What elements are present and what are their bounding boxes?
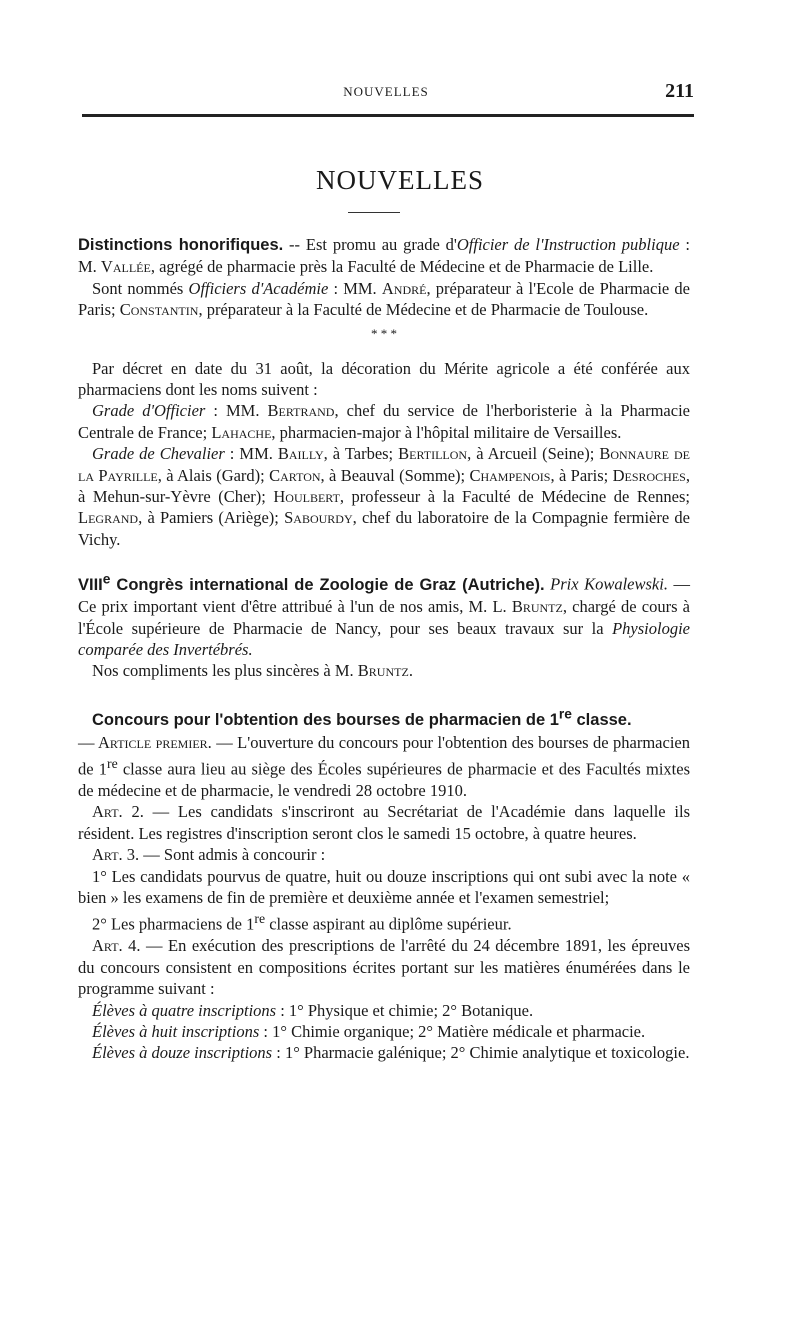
text-span: , chef du service de l'herboristerie à la Pharmacie Centrale de France; [78, 401, 690, 442]
text-span: — L'ouverture du concours pour l'obtention des bourses de pharmacien de 1 [78, 732, 690, 779]
person-name: Bruntz [357, 661, 409, 681]
text-span: . [408, 661, 413, 681]
programme-quatre [78, 1000, 690, 1021]
person-name: Legrand [78, 508, 139, 528]
work-title: Physiologie comparée des Invertébrés. [78, 618, 690, 659]
text-span: : MM. [205, 401, 268, 421]
concours-heading [78, 704, 690, 732]
article-3 [78, 844, 690, 865]
article-4 [78, 935, 690, 999]
programme-huit [78, 1021, 690, 1042]
article-1 [78, 732, 690, 802]
programme-douze [78, 1042, 690, 1063]
text-span: , chargé de cours à l'École supérieure de Pharmacie de Nancy, pour ses beaux travaux sur la [78, 597, 690, 638]
superscript: re [558, 706, 572, 722]
programme-label: Élèves à quatre inscriptions [92, 1000, 277, 1020]
article-3-item-2 [78, 908, 690, 935]
prize-name: Prix Kowalewski. [544, 574, 668, 594]
text-span: Nos compliments les plus sincères à M. [92, 661, 358, 681]
text-span: , à Arcueil (Seine); [467, 444, 600, 464]
running-title: NOUVELLES [343, 84, 429, 99]
article-label: — Article premier. [78, 732, 212, 752]
person-name: Vallée [100, 257, 151, 277]
person-name: Bertrand [267, 401, 335, 421]
text-span: , chef du laboratoire de la Compagnie fermière de Vichy. [78, 508, 690, 549]
person-name: Bruntz [511, 597, 563, 617]
text-span: , préparateur à l'Ecole de Pharmacie de Paris; [78, 278, 690, 320]
text-span: , agrégé de pharmacie près la Faculté de Médecine et de Pharmacie de Lille. [150, 257, 654, 277]
congres-compliments [78, 660, 690, 681]
heading-text: VIII [78, 575, 103, 594]
grade-label: Grade d'Officier [92, 401, 206, 421]
text-span: : MM. [224, 444, 278, 464]
person-name: Constantin [119, 300, 199, 320]
grade-label: Grade de Chevalier [92, 444, 225, 464]
text-span: — Les candidats s'inscriront au Secrétariat de l'Académie dans laquelle ils résident. Les registres d'inscription seront clos le samedi 15 octobre, à quatre heures. [78, 802, 690, 843]
congres-paragraph [78, 568, 690, 660]
article-label: Art. 4. [92, 936, 141, 956]
article-body [78, 234, 690, 1064]
text-span: — Ce prix important vient d'être attribué à l'un de nos amis, M. L. [78, 574, 690, 617]
text-span: , professeur à la Faculté de Médecine de Rennes; [339, 487, 691, 507]
italic-span: Officiers d'Académie [188, 278, 329, 298]
superscript: e [102, 571, 111, 587]
text-span: classe aura lieu au siège des Écoles supérieures de pharmacie et des Facultés mixtes de médecine et de pharmacie, le vendredi 28 octobre 1910. [78, 759, 690, 801]
running-header [78, 80, 694, 102]
header-rule [82, 114, 694, 117]
text-span: , à Beauval (Somme); [320, 465, 470, 485]
heading-text: Concours pour l'obtention des bourses de pharmacien de 1 [92, 711, 559, 730]
section-title: NOUVELLES [316, 165, 484, 195]
text-span: , pharmacien-major à l'hôpital militaire de Versailles. [271, 422, 622, 442]
distinctions-heading: Distinctions honorifiques. [78, 236, 284, 254]
text-span: classe aspirant au diplôme supérieur. [265, 914, 512, 934]
text-span: , à Pamiers (Ariège); [138, 508, 285, 528]
title-rule [348, 212, 400, 213]
congres-heading [78, 571, 545, 594]
italic-span: Officier de l'Instruction publique [456, 235, 680, 254]
person-name: André [381, 278, 427, 298]
text-span: : 1° Chimie organique; 2° Matière médicale et pharmacie. [259, 1022, 646, 1041]
superscript: re [106, 756, 118, 772]
text-span: 2° Les pharmaciens de 1 [92, 914, 255, 934]
text-span: , à Mehun-sur-Yèvre (Cher); [78, 465, 690, 507]
heading-text: classe. [571, 711, 632, 730]
distinctions-paragraph [78, 234, 690, 278]
heading-text: Congrès international de Zoologie de Graz (Autriche). [110, 575, 545, 594]
person-name: Lahache [211, 422, 272, 442]
page-number: 211 [665, 80, 694, 102]
text-span: : M. [78, 235, 690, 277]
person-name: Bailly [277, 444, 324, 464]
article-label: Art. 2. [92, 802, 144, 822]
text-span: , préparateur à la Faculté de Médecine et de Pharmacie de Toulouse. [198, 300, 649, 320]
merite-chevalier [78, 443, 690, 550]
article-3-item-1: 1° Les candidats pourvus de quatre, huit ou douze inscriptions qui ont subi avec la note « bien » les examens de fin de première et deuxième année et l'examen semestriel; [78, 866, 690, 908]
text-span: : MM. [328, 278, 382, 298]
text-span: — En exécution des prescriptions de l'arrêté du 24 décembre 1891, les épreuves du concours consistent en compositions écrites portant sur les matières énumérées dans le programme suivant : [78, 936, 690, 999]
asterism-separator: * * * [371, 325, 397, 341]
person-name: Champenois [469, 465, 551, 485]
person-name: Houlbert [273, 487, 340, 507]
article-2 [78, 801, 690, 844]
superscript: re [254, 911, 266, 927]
text-span: , à Paris; [550, 465, 613, 485]
text-span: , à Tarbes; [323, 444, 399, 464]
text-span: -- Est promu au grade d' [283, 235, 457, 254]
person-name: Desroches [612, 465, 686, 485]
text-span: : 1° Pharmacie galénique; 2° Chimie analytique et toxicologie. [272, 1043, 690, 1063]
programme-label: Élèves à huit inscriptions [92, 1022, 260, 1041]
person-name: Bertillon [398, 444, 468, 464]
person-name: Sabourdy [284, 508, 353, 528]
person-name: Bonnaure de la Payrille [78, 444, 691, 485]
text-span: Sont nommés [92, 278, 189, 298]
text-span: , à Alais (Gard); [157, 465, 270, 485]
heading-wrap [92, 706, 632, 730]
text-span: — Sont admis à concourir : [139, 845, 326, 865]
text-span: : 1° Physique et chimie; 2° Botanique. [276, 1000, 534, 1020]
academie-paragraph [78, 278, 690, 321]
merite-intro: Par décret en date du 31 août, la décoration du Mérite agricole a été conférée aux pharmaciens dont les noms suivent : [78, 358, 690, 400]
article-label: Art. 3. [92, 845, 140, 865]
person-name: Carton [269, 465, 321, 485]
merite-officier [78, 400, 690, 443]
programme-label: Élèves à douze inscriptions [92, 1043, 273, 1063]
